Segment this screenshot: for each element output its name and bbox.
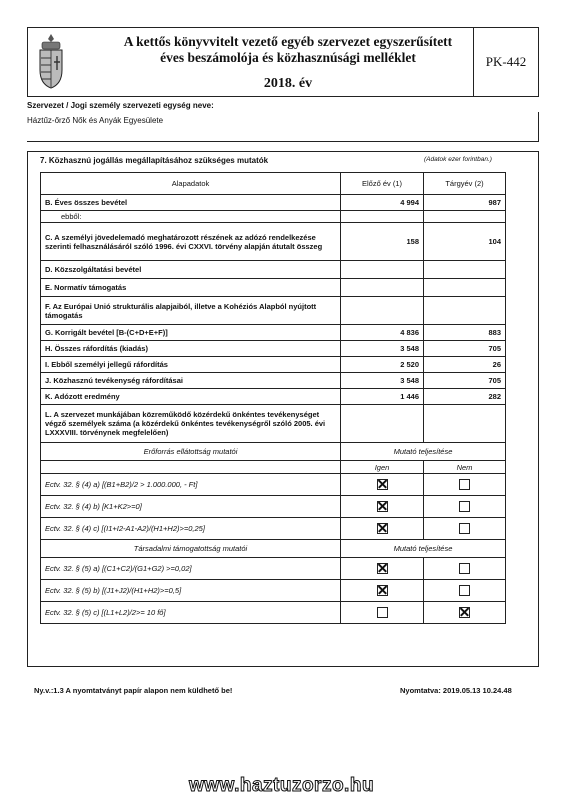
section-title: 7. Közhasznú jogállás megállapításához szükséges mutatók	[40, 156, 269, 165]
table-row	[41, 341, 506, 357]
column-header-label: Alapadatok	[41, 173, 341, 195]
row-curr-value: 987	[424, 195, 506, 211]
row-curr-value: 26	[424, 357, 506, 373]
row-label: C. A személyi jövedelemadó meghatározott részének az adózó rendelkezése szerinti felhasználásáról szóló 1996. évi CXXVI. törvény alapján átutalt összeg	[41, 223, 341, 261]
row-prev-value	[341, 297, 424, 325]
row-prev-value: 3 548	[341, 341, 424, 357]
indicator-no-cell	[424, 602, 506, 624]
row-curr-value	[424, 211, 506, 223]
no-checkbox[interactable]	[459, 607, 470, 618]
row-curr-value: 104	[424, 223, 506, 261]
no-header: Nem	[424, 461, 506, 474]
row-prev-value	[341, 405, 424, 443]
fulfilment-header: Mutató teljesítése	[341, 540, 506, 558]
indicators-table	[40, 172, 506, 624]
row-prev-value	[341, 261, 424, 279]
row-label: H. Összes ráfordítás (kiadás)	[41, 341, 341, 357]
no-checkbox[interactable]	[459, 585, 470, 596]
indicator-yes-cell	[341, 474, 424, 496]
table-row	[41, 261, 506, 279]
table-row	[41, 357, 506, 373]
indicator-no-cell	[424, 518, 506, 540]
row-prev-value: 2 520	[341, 357, 424, 373]
yes-checkbox[interactable]	[377, 585, 388, 596]
no-checkbox[interactable]	[459, 479, 470, 490]
row-label: G. Korrigált bevétel [B-(C+D+E+F)]	[41, 325, 341, 341]
row-curr-value: 705	[424, 373, 506, 389]
support-group-header-title: Társadalmi támogatottság mutatói	[41, 540, 341, 558]
indicator-label: Ectv. 32. § (4) a) [(B1+B2)/2 > 1.000.000, - Ft]	[41, 474, 341, 496]
footer-print-date: Nyomtatva: 2019.05.13 10.24.48	[400, 686, 512, 695]
indicator-yes-cell	[341, 496, 424, 518]
table-row	[41, 195, 506, 211]
table-row	[41, 373, 506, 389]
org-name-label: Szervezet / Jogi személy szervezeti egység neve:	[27, 101, 214, 110]
row-label: E. Normatív támogatás	[41, 279, 341, 297]
row-curr-value	[424, 261, 506, 279]
row-prev-value: 4 836	[341, 325, 424, 341]
table-row	[41, 389, 506, 405]
blank-cell	[41, 461, 341, 474]
footer-version-note: Ny.v.:1.3 A nyomtatványt papír alapon nem küldhető be!	[34, 686, 233, 695]
indicator-row	[41, 580, 506, 602]
resource-group-header-title: Erőforrás ellátottság mutatói	[41, 443, 341, 461]
form-year: 2018. év	[263, 76, 313, 91]
row-label: I. Ebből személyi jellegű ráfordítás	[41, 357, 341, 373]
indicator-row	[41, 496, 506, 518]
row-prev-value: 4 994	[341, 195, 424, 211]
row-prev-value: 3 548	[341, 373, 424, 389]
indicator-no-cell	[424, 558, 506, 580]
row-prev-value: 158	[341, 223, 424, 261]
no-checkbox[interactable]	[459, 523, 470, 534]
yes-checkbox[interactable]	[377, 523, 388, 534]
row-curr-value	[424, 297, 506, 325]
support-group-header	[41, 540, 506, 558]
yes-checkbox[interactable]	[377, 607, 388, 618]
column-header-current-year: Tárgyév (2)	[424, 173, 506, 195]
row-label: D. Közszolgáltatási bevétel	[41, 261, 341, 279]
indicator-row	[41, 558, 506, 580]
indicator-label: Ectv. 32. § (5) c) [(L1+L2)/2>= 10 fő]	[41, 602, 341, 624]
title-line-2: éves beszámolója és közhasznúsági melléklet	[160, 50, 416, 65]
row-prev-value	[341, 279, 424, 297]
indicator-label: Ectv. 32. § (4) b) [K1+K2>=0]	[41, 496, 341, 518]
indicator-no-cell	[424, 580, 506, 602]
indicator-label: Ectv. 32. § (5) a) [(C1+C2)/(G1+G2) >=0,02]	[41, 558, 341, 580]
indicator-no-cell	[424, 474, 506, 496]
row-label: J. Közhasznú tevékenység ráfordításai	[41, 373, 341, 389]
website-watermark: www.haztuzorzo.hu	[188, 775, 375, 796]
indicator-yes-cell	[341, 580, 424, 602]
no-checkbox[interactable]	[459, 501, 470, 512]
unit-note: (Adatok ezer forintban.)	[424, 156, 492, 163]
row-prev-value: 1 446	[341, 389, 424, 405]
row-curr-value	[424, 279, 506, 297]
org-name-field	[27, 112, 539, 142]
indicator-label: Ectv. 32. § (5) b) [(J1+J2)/(H1+H2)>=0,5]	[41, 580, 341, 602]
row-label: K. Adózott eredmény	[41, 389, 341, 405]
yes-checkbox[interactable]	[377, 479, 388, 490]
table-row	[41, 325, 506, 341]
indicator-no-cell	[424, 496, 506, 518]
yes-checkbox[interactable]	[377, 501, 388, 512]
row-label: F. Az Európai Unió strukturális alapjaiból, illetve a Kohéziós Alapból nyújtott támogatás	[41, 297, 341, 325]
yes-header: Igen	[341, 461, 424, 474]
table-row	[41, 279, 506, 297]
table-row	[41, 405, 506, 443]
column-header-prev-year: Előző év (1)	[341, 173, 424, 195]
title-line-1: A kettős könyvvitelt vezető egyéb szervezet egyszerűsített	[123, 34, 453, 49]
indicator-label: Ectv. 32. § (4) c) [(I1+I2-A1-A2)/(H1+H2)>=0,25]	[41, 518, 341, 540]
form-code: PK-442	[473, 28, 538, 96]
row-label: L. A szervezet munkájában közreműködő közérdekű önkéntes tevékenységet végző személyek száma (a közérdekű önkéntes tevékenységről szóló 2005. évi LXXXVIII. törvénynek megfelelően)	[41, 405, 341, 443]
row-curr-value	[424, 405, 506, 443]
row-curr-value: 883	[424, 325, 506, 341]
yes-checkbox[interactable]	[377, 563, 388, 574]
indicator-yes-cell	[341, 558, 424, 580]
indicator-row	[41, 602, 506, 624]
table-row	[41, 297, 506, 325]
yes-no-header-row	[41, 461, 506, 474]
row-prev-value	[341, 211, 424, 223]
org-name-value: Háztűz-őrző Nők és Anyák Egyesülete	[27, 116, 164, 125]
table-row	[41, 211, 506, 223]
indicator-yes-cell	[341, 602, 424, 624]
row-curr-value: 282	[424, 389, 506, 405]
form-title	[88, 34, 488, 66]
row-label: B. Éves összes bevétel	[41, 195, 341, 211]
fulfilment-header: Mutató teljesítése	[341, 443, 506, 461]
indicator-yes-cell	[341, 518, 424, 540]
row-label: ebből:	[41, 211, 341, 223]
no-checkbox[interactable]	[459, 563, 470, 574]
table-row	[41, 223, 506, 261]
indicator-row	[41, 474, 506, 496]
indicator-row	[41, 518, 506, 540]
coat-of-arms-icon	[34, 32, 68, 92]
table-header-row	[41, 173, 506, 195]
form-header	[27, 27, 539, 97]
resource-group-header	[41, 443, 506, 461]
row-curr-value: 705	[424, 341, 506, 357]
